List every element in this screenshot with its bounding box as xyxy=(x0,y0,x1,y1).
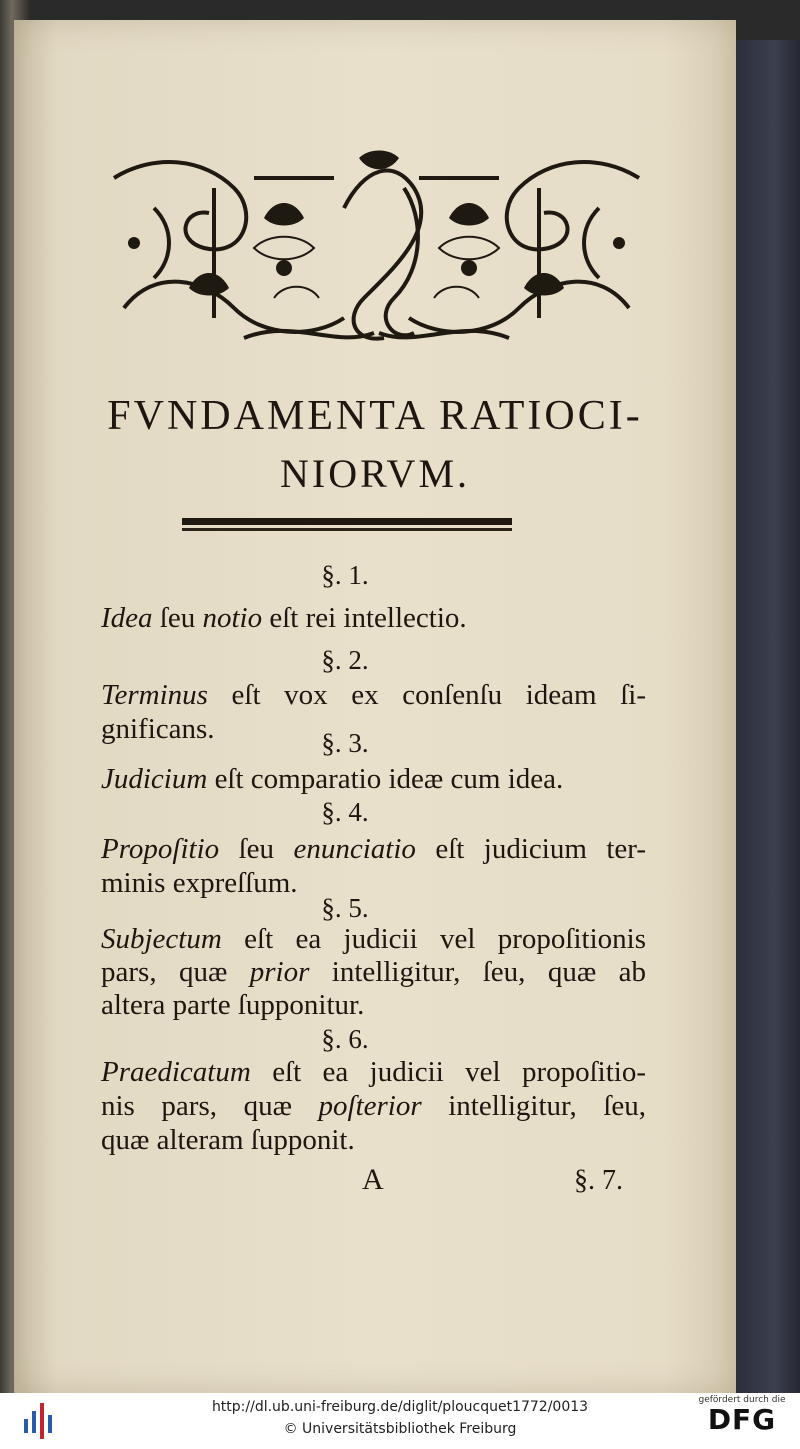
book-page xyxy=(14,20,736,1393)
permalink-url[interactable]: http://dl.ub.uni-freiburg.de/diglit/ploucquet1772/0013 xyxy=(211,1399,589,1415)
page-title-line-1: FVNDAMENTA RATIOCI- xyxy=(107,393,643,439)
ornamental-headpiece xyxy=(94,148,659,353)
text-line: quæ alteram ſupponit. xyxy=(101,1124,355,1156)
page-title-line-2: NIORVM. xyxy=(279,451,471,496)
copyright-text: © Universitätsbibliothek Freiburg xyxy=(283,1421,517,1437)
text-line: nis pars, quæ poſterior intelligitur, ſeu, xyxy=(101,1090,647,1122)
text-line: altera parte ſupponitur. xyxy=(101,989,365,1021)
text-line: minis expreſſum. xyxy=(101,867,298,899)
text-line: pars, quæ prior intelligitur, ſeu, quæ ab xyxy=(101,956,646,988)
text-line: Judicium eſt comparatio ideæ cum idea. xyxy=(101,763,564,795)
section-number: §. 5. xyxy=(321,893,369,923)
section-number: §. 4. xyxy=(321,797,369,827)
funder-caption: gefördert durch die xyxy=(698,1395,786,1405)
title-rule xyxy=(182,518,512,532)
viewer-footer xyxy=(0,1393,800,1449)
text-line: Subjectum eſt ea judicii vel propoſitionis xyxy=(101,923,646,955)
text-line: Propoſitio ſeu enunciatio eſt judicium ter- xyxy=(101,833,646,865)
signature-mark: A xyxy=(362,1163,384,1196)
section-number: §. 2. xyxy=(321,645,369,675)
dfg-logo-icon: DFG xyxy=(707,1403,777,1436)
text-line: Terminus eſt vox ex conſenſu ideam ſi- xyxy=(101,679,646,711)
book-cover-edge xyxy=(736,40,800,1393)
section-number: §. 6. xyxy=(321,1024,369,1054)
text-line: gnificans. xyxy=(101,713,215,745)
text-line: Idea ſeu notio eſt rei intellectio. xyxy=(101,602,467,634)
catchword: §. 7. xyxy=(574,1165,623,1196)
section-number: §. 3. xyxy=(321,728,369,758)
funder-logo xyxy=(694,1395,790,1435)
section-number: §. 1. xyxy=(321,560,369,590)
text-line: Praedicatum eſt ea judicii vel propoſitio- xyxy=(101,1056,646,1088)
